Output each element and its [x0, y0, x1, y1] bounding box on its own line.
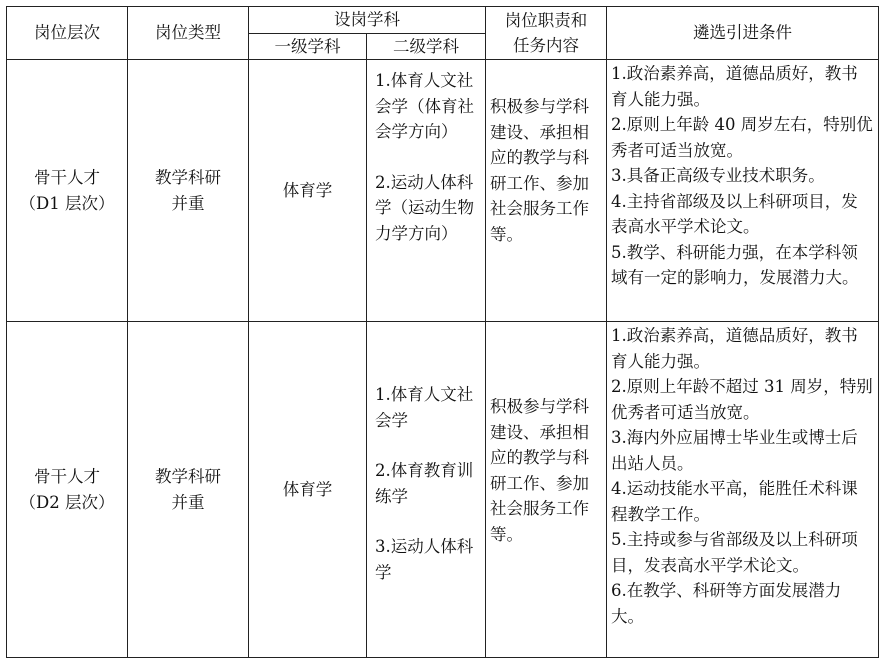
cell-type: 教学科研 并重 [128, 60, 249, 322]
table-row [7, 60, 879, 322]
cell-primary-discipline: 体育学 [249, 322, 367, 658]
condition-item: 2.原则上年龄 40 周岁左右，特别优秀者可适当放宽。 [611, 115, 873, 160]
condition-item: 5.教学、科研能力强，在本学科领域有一定的影响力，发展潜力大。 [611, 242, 859, 287]
secondary-item: 1.体育人文社会学（体育社会学方向） [375, 71, 474, 141]
cell-secondary-discipline [367, 322, 486, 658]
cell-conditions [607, 322, 879, 658]
header-type: 岗位类型 [128, 7, 249, 60]
condition-item: 3.具备正高级专业技术职务。 [611, 166, 825, 185]
cell-conditions [607, 60, 879, 322]
header-conditions: 遴选引进条件 [607, 7, 879, 60]
condition-item: 2.原则上年龄不超过 31 周岁，特别优秀者可适当放宽。 [611, 377, 873, 422]
cell-type: 教学科研 并重 [128, 322, 249, 658]
cell-primary-discipline: 体育学 [249, 60, 367, 322]
condition-item: 1.政治素养高，道德品质好，教书育人能力强。 [611, 64, 858, 109]
condition-item: 4.运动技能水平高，能胜任术科课程教学工作。 [611, 479, 858, 524]
cell-secondary-discipline [367, 60, 486, 322]
recruitment-table [6, 6, 879, 658]
table-row [7, 322, 879, 658]
secondary-item: 3.运动人体科学 [375, 537, 474, 582]
header-secondary-discipline: 二级学科 [367, 33, 486, 60]
cell-level: 骨干人才 （D1 层次） [7, 60, 128, 322]
secondary-item: 2.运动人体科学（运动生物力学方向） [375, 172, 474, 243]
secondary-item: 1.体育人文社会学 [375, 385, 474, 430]
header-primary-discipline: 一级学科 [249, 33, 367, 60]
header-level: 岗位层次 [7, 7, 128, 60]
condition-item: 1.政治素养高，道德品质好，教书育人能力强。 [611, 326, 858, 371]
cell-duties: 积极参与学科建设、承担相应的教学与科研工作、参加社会服务工作等。 [486, 322, 607, 658]
cell-duties: 积极参与学科建设、承担相应的教学与科研工作、参加社会服务工作等。 [486, 60, 607, 322]
secondary-item: 2.体育教育训练学 [375, 461, 474, 506]
cell-level: 骨干人才 （D2 层次） [7, 322, 128, 658]
header-discipline: 设岗学科 [249, 7, 486, 34]
condition-item: 3.海内外应届博士毕业生或博士后出站人员。 [611, 428, 858, 473]
condition-item: 6.在教学、科研等方面发展潜力大。 [611, 581, 842, 626]
condition-item: 4.主持省部级及以上科研项目，发表高水平学术论文。 [611, 191, 858, 236]
header-row-top [7, 7, 879, 34]
condition-item: 5.主持或参与省部级及以上科研项目，发表高水平学术论文。 [611, 530, 858, 575]
header-duties: 岗位职责和 任务内容 [486, 7, 607, 60]
